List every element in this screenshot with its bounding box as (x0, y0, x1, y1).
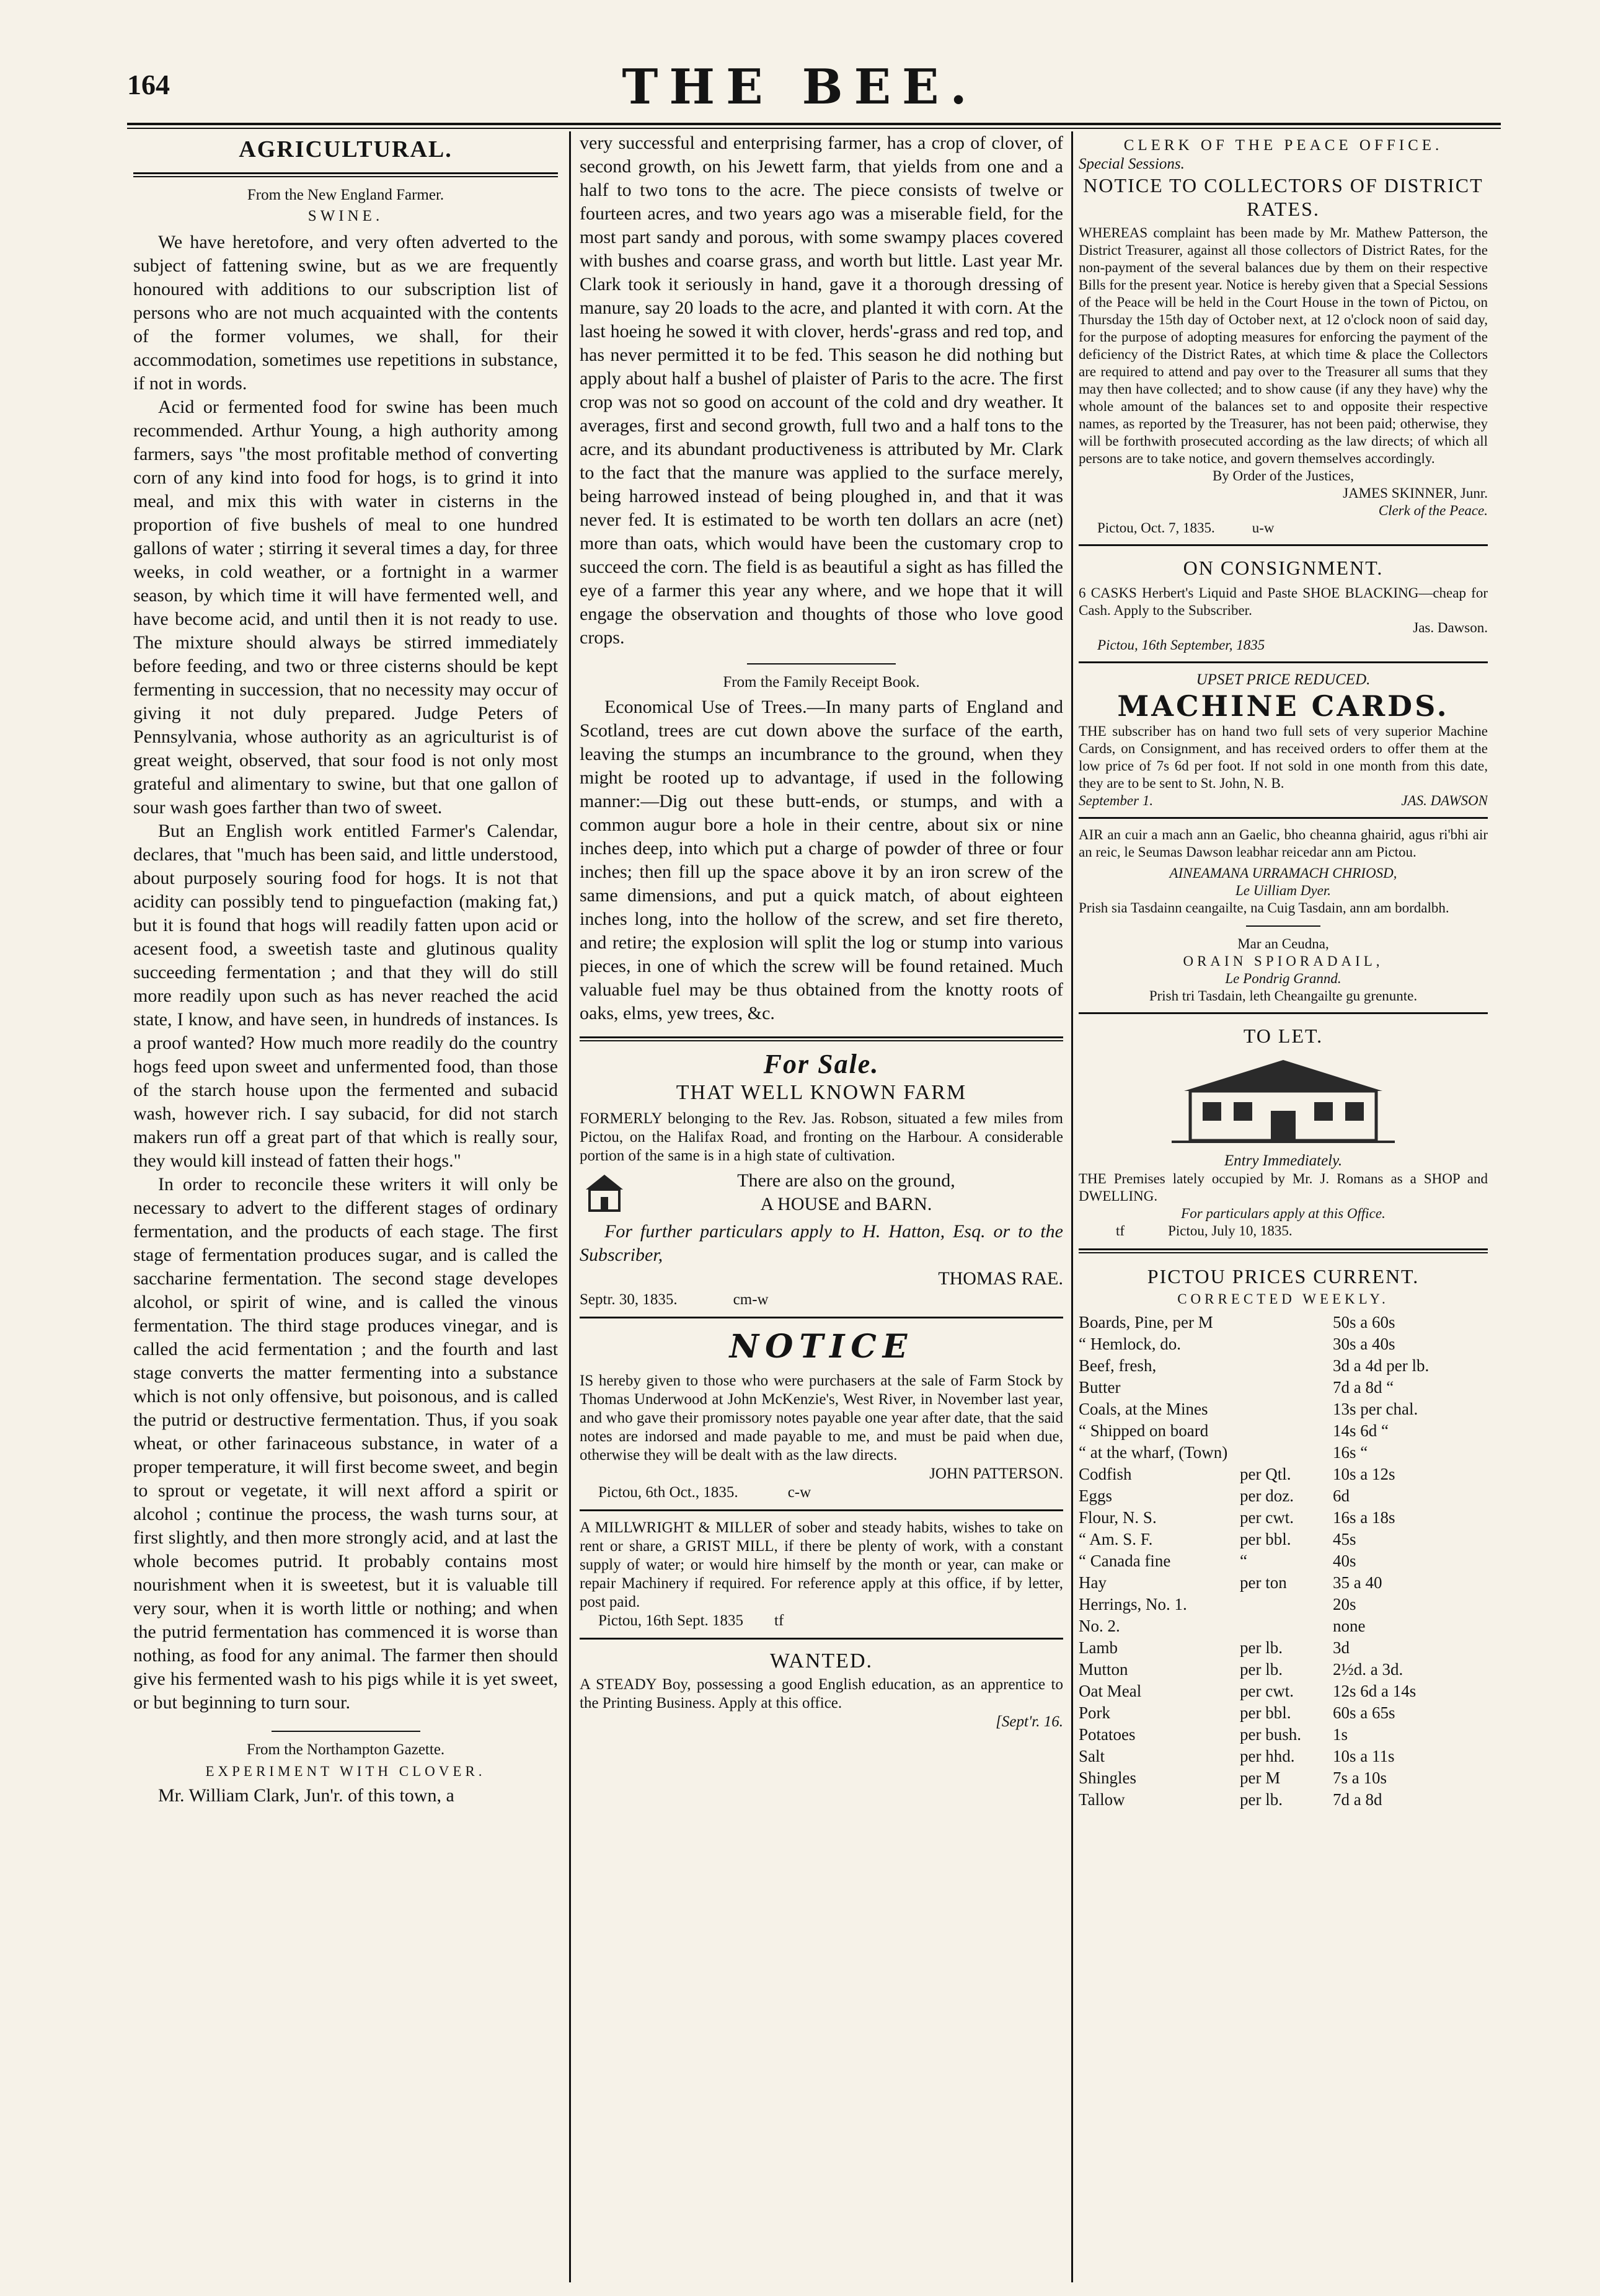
price-value: 60s a 65s (1333, 1703, 1395, 1722)
consignment-date: Pictou, 16th September, 1835 (1097, 637, 1265, 653)
price-item: Flour, N. S. (1079, 1508, 1157, 1527)
for-sale-text: FORMERLY belonging to the Rev. Jas. Robson, situated a few miles from Pictou, on the Halifax Road, and fronting on the Harbour. A considerable portion of the same is in a high state of cultivation. (580, 1110, 1063, 1164)
price-value: 3d (1333, 1638, 1350, 1657)
price-value: 35 a 40 (1333, 1573, 1382, 1592)
header-rule (127, 123, 1501, 129)
notice-collectors-code: u-w (1252, 520, 1275, 536)
price-item: Shingles (1079, 1768, 1137, 1787)
machine-cards-signature: JAS. DAWSON (1401, 793, 1488, 808)
gaelic-author-1: Le Uilliam Dyer. (1235, 883, 1331, 898)
for-sale-subheading: THAT WELL KNOWN FARM (676, 1081, 967, 1104)
price-item: “ Hemlock, do. (1079, 1335, 1181, 1353)
price-row (1079, 1529, 1488, 1550)
price-unit (1240, 1594, 1333, 1615)
price-unit: per cwt. (1240, 1508, 1294, 1527)
for-sale-house-barn: A HOUSE and BARN. (760, 1194, 932, 1214)
price-item: “ Am. S. F. (1079, 1530, 1153, 1548)
price-item: Mutton (1079, 1660, 1128, 1679)
price-value: 45s (1333, 1530, 1356, 1548)
price-value: none (1333, 1617, 1366, 1635)
price-unit: per ton (1240, 1573, 1287, 1592)
notice-text: IS hereby given to those who were purchasers at the sale of Farm Stock by Thomas Underwood at John McKenzie's, West River, in November last year, and who gave their promissory notes payable one year after date, that the said notes are indorsed and made payable to me, and must be paid when due, otherwise they will be dealt with as the law directs. (580, 1372, 1063, 1464)
price-row (1079, 1485, 1488, 1507)
gaelic-text: AIR an cuir a mach ann an Gaelic, bho cheanna ghairid, agus ri'bhi air an reic, le Seumas Dawson leabhar reicedar ann am Pictou. (1079, 827, 1488, 860)
column-rule-right (1071, 131, 1073, 2282)
price-item: “ Shipped on board (1079, 1421, 1209, 1440)
divider (1079, 661, 1488, 663)
price-item: Lamb (1079, 1638, 1118, 1657)
clerk-signature: JAMES SKINNER, Junr. (1343, 485, 1488, 501)
notice-collectors-date: Pictou, Oct. 7, 1835. (1097, 520, 1215, 536)
price-value: 16s a 18s (1333, 1508, 1395, 1527)
gaelic-mar: Mar an Ceudna, (1237, 936, 1329, 952)
price-item: Coals, at the Mines (1079, 1400, 1208, 1418)
consignment-text: 6 CASKS Herbert's Liquid and Paste SHOE BLACKING—cheap for Cash. Apply to the Subscriber. (1079, 585, 1488, 618)
consignment-signature: Jas. Dawson. (1413, 620, 1488, 635)
notice-collectors-text: WHEREAS complaint has been made by Mr. Mathew Patterson, the District Treasurer, against all those collectors of District Rates, for the non-payment of the several balances due by them on their respective Bills for the present year. Notice is hereby given that a Special Sessions of the Peace will be held in the Court House in the town of Pictou, on Thursday the 15th day of October next, at 12 o'clock noon of said day, for the purpose of adopting measures for enforcing the payment of the deficiency of the District Rates, at which time & place the Collectors are required to attend and pay over to the Treasurer all sums that they may then have collected; and to show cause (if any they have) why the whole amount of the balances set to and opposite their respective names, as reported by the Treasurer, has not been paid; otherwise, they will be forthwith prosecuted according as the law directs; of which all persons are to take notice, and govern themselves accordingly. (1079, 225, 1488, 466)
for-sale-house-block (580, 1169, 1063, 1216)
price-value: 6d (1333, 1486, 1350, 1505)
price-row (1079, 1420, 1488, 1442)
price-item: Oat Meal (1079, 1682, 1142, 1700)
article-title: SWINE. (307, 208, 384, 224)
price-value: 3d a 4d per lb. (1333, 1356, 1430, 1375)
machine-cards-text: THE subscriber has on hand two full sets of very superior Machine Cards, on Consignment, and has received orders to offer them at the low price of 7s 6d per foot. If not sold in one month from this date, they are to be sent to St. John, N. B. (1079, 723, 1488, 791)
price-value: 7d a 8d “ (1333, 1378, 1394, 1397)
divider (1079, 817, 1488, 819)
page-number: 164 (127, 69, 170, 100)
price-unit: per hhd. (1240, 1747, 1295, 1765)
price-unit: per bbl. (1240, 1703, 1291, 1722)
price-row (1079, 1767, 1488, 1789)
for-sale-heading: For Sale. (763, 1049, 880, 1079)
notice-code: c-w (787, 1484, 811, 1501)
price-row (1079, 1746, 1488, 1767)
millwright-dateline (580, 1612, 1063, 1630)
divider (272, 1731, 420, 1732)
machine-cards-heading: MACHINE CARDS. (1117, 689, 1449, 723)
price-row (1079, 1333, 1488, 1355)
page-header (0, 0, 1600, 124)
wanted-heading: WANTED. (769, 1649, 873, 1672)
divider (580, 1317, 1063, 1318)
prices-subheading: CORRECTED WEEKLY. (1177, 1291, 1389, 1307)
price-unit (1240, 1442, 1333, 1464)
gaelic-title-2: ORAIN SPIORADAIL, (1183, 953, 1384, 969)
notice-heading: NOTICE (729, 1328, 914, 1366)
price-item: “ at the wharf, (Town) (1079, 1443, 1228, 1462)
to-let-heading: TO LET. (1243, 1025, 1324, 1047)
gaelic-title-1: AINEAMANA URRAMACH CHRIOSD, (1169, 865, 1397, 881)
price-item: Butter (1079, 1378, 1121, 1397)
notice-date: Pictou, 6th Oct., 1835. (598, 1484, 738, 1501)
for-sale-particulars: For further particulars apply to H. Hatton, Esq. or to the Subscriber, (580, 1221, 1063, 1265)
price-row (1079, 1659, 1488, 1680)
wanted-text: A STEADY Boy, possessing a good English education, as an apprentice to the Printing Business. Apply at this office. (580, 1676, 1063, 1711)
price-unit (1240, 1615, 1333, 1637)
price-unit: per Qtl. (1240, 1465, 1291, 1483)
special-sessions: Special Sessions. (1079, 156, 1185, 172)
notice-dateline (580, 1483, 1063, 1502)
article-source: From the Northampton Gazette. (246, 1741, 445, 1758)
price-row (1079, 1724, 1488, 1746)
divider (580, 1509, 1063, 1511)
price-value: 13s per chal. (1333, 1400, 1418, 1418)
price-item: Pork (1079, 1703, 1111, 1722)
price-item: No. 2. (1079, 1617, 1120, 1635)
price-unit: per M (1240, 1768, 1281, 1787)
millwright-date: Pictou, 16th Sept. 1835 (598, 1612, 744, 1629)
divider (1079, 544, 1488, 546)
article-paragraph: But an English work entitled Farmer's Calendar, declares, that "much has been said, and little understood, about purposely souring food for hogs. It is not that acidity can possibly tend to pinguefaction (making fat,) but it is found that hogs will readily fatten upon acid or acesent food, a sweetish taste and glutinous quality succeeding fermentation ; and that they will do still more readily upon such as has never reached the acid state, I know, and have seen, in hundreds of instances. Is a proof wanted? How much more readily do the country hogs feed upon sweet and unfermented food, than those of the starch house upon the fermented and subacid wash, however rich. I say subacid, for did not starch makers run off a great part of that which is really sour, they would kill instead of fatten their hogs." (133, 821, 558, 1171)
price-unit (1240, 1355, 1333, 1377)
price-unit: per cwt. (1240, 1682, 1294, 1700)
price-value: 16s “ (1333, 1443, 1368, 1462)
millwright-code: tf (774, 1612, 784, 1629)
price-row (1079, 1680, 1488, 1702)
article-paragraph: We have heretofore, and very often adverted to the subject of fattening swine, but as we are frequently honoured with additions to our subscription list of persons who are not much acquainted with the contents of the former volumes, we shall, for their accommodation, sometimes use repetitions in substance, if not in words. (133, 232, 558, 394)
price-row (1079, 1398, 1488, 1420)
price-row (1079, 1702, 1488, 1724)
price-item: Salt (1079, 1747, 1105, 1765)
price-unit (1240, 1420, 1333, 1442)
masthead: THE BEE. (622, 59, 978, 115)
price-value: 10s a 12s (1333, 1465, 1395, 1483)
gaelic-price-2: Prish tri Tasdain, leth Cheangailte gu grenunte. (1149, 988, 1418, 1004)
notice-collectors-dateline (1079, 519, 1488, 537)
gaelic-author-2: Le Pondrig Grannd. (1225, 971, 1341, 986)
price-row (1079, 1594, 1488, 1615)
consignment-heading: ON CONSIGNMENT. (1183, 557, 1384, 579)
to-let-entry: Entry Immediately. (1224, 1152, 1343, 1169)
article-source: From the New England Farmer. (247, 187, 444, 203)
price-row (1079, 1507, 1488, 1529)
price-value: 1s (1333, 1725, 1348, 1744)
price-row (1079, 1377, 1488, 1398)
price-value: 7d a 8d (1333, 1790, 1382, 1809)
price-item: Potatoes (1079, 1725, 1136, 1744)
building-icon (1172, 1054, 1395, 1147)
machine-cards-dateline (1079, 792, 1488, 810)
price-unit: per lb. (1240, 1660, 1283, 1679)
prices-table (1079, 1312, 1488, 1811)
article-paragraph: very successful and enterprising farmer, has a crop of clover, of second growth, on his Jewett farm, that yields from one and a half to two tons to the acre. The piece consists of twelve or fourteen acres, and two years ago was a miserable field, for the most part sandy and porous, with some swampy places covered with bushes and coarse grass, and worth but little. Last year Mr. Clark took it seriously in hand, gave it a thorough dressing of manure, say 20 loads to the acre, and planted it with corn. At the last hoeing he sowed it with clover, herds'-grass and red top, and has never permitted it to be fed. This season he did nothing but apply about half a bushel of plaister of Paris to the acre. The first crop was not so good on account of the cold and dry weather. It averages, first and second growth, full two and a half tons to the acre, and its abundant productiveness is attributed by Mr. Clark to the fact that the manure was applied to the surface merely, being harrowed instead of being ploughed in, and that it was never fed. It is estimated to be worth ten dollars an acre (net) more than oats, which would have been the customary crop to succeed the corn. The field is as beautiful a sight as has filled the eye of a farmer this year any where, and we hope that it will engage the observation and thoughts of those who love good crops. (580, 133, 1063, 648)
price-item: “ Canada fine (1079, 1552, 1171, 1570)
price-unit: per bbl. (1240, 1530, 1291, 1548)
column-right (1079, 131, 1488, 2282)
divider (747, 663, 896, 665)
price-unit: per lb. (1240, 1638, 1283, 1657)
price-item: Hay (1079, 1573, 1107, 1592)
price-unit (1240, 1333, 1333, 1355)
for-sale-signature: THOMAS RAE. (938, 1268, 1063, 1289)
price-item: Codfish (1079, 1465, 1132, 1483)
for-sale-dateline (580, 1291, 1063, 1309)
price-row (1079, 1312, 1488, 1333)
notice-signature: JOHN PATTERSON. (929, 1465, 1063, 1482)
price-unit (1240, 1377, 1333, 1398)
price-value: 50s a 60s (1333, 1313, 1395, 1331)
by-order: By Order of the Justices, (1212, 468, 1355, 483)
to-let-dateline (1079, 1222, 1488, 1240)
to-let-date: Pictou, July 10, 1835. (1168, 1223, 1293, 1239)
divider (1079, 1012, 1488, 1014)
price-value: 20s (1333, 1595, 1356, 1614)
divider (1246, 925, 1320, 927)
price-unit: per doz. (1240, 1486, 1294, 1505)
article-paragraph: Economical Use of Trees.—In many parts of England and Scotland, trees are cut down above the surface of the earth, leaving the stumps an incumbrance to the ground, when they might be rooted up to advantage, if used in the following manner:—Dig out these butt-ends, or stumps, and with a common augur bore a hole in their centre, about six or nine inches deep, into which put a charge of powder of three or four inches; then fill up the space above it by an iron screw of the same dimensions, and put a quick match, of about eighteen inches long, into the hollow of the screw, and set fire thereto, and retire; the explosion will split the log or stump into various pieces, in one of which the screw will be found retained. Much valuable fuel may be thus obtained from the knotty roots of oaks, elms, yew trees, &c. (580, 697, 1063, 1023)
wanted-date: [Sept'r. 16. (996, 1713, 1063, 1730)
to-let-particulars: For particulars apply at this Office. (1181, 1206, 1386, 1221)
price-item: Beef, fresh, (1079, 1356, 1157, 1375)
for-sale-code: cm-w (733, 1291, 769, 1308)
price-unit: per bush. (1240, 1725, 1301, 1744)
price-unit (1240, 1398, 1333, 1420)
to-let-code: tf (1116, 1223, 1125, 1239)
price-row (1079, 1442, 1488, 1464)
section-title: AGRICULTURAL. (239, 136, 453, 162)
price-unit (1240, 1312, 1333, 1333)
price-row (1079, 1550, 1488, 1572)
article-paragraph: Acid or fermented food for swine has been much recommended. Arthur Young, a high authority among farmers, says "the most profitable method of converting corn of any kind into food for hogs, is to grind it into meal, and mix this with water in cisterns in the proportion of five bushels of meal to one hundred gallons of water ; stirring it several times a day, for three weeks, in cold weather, or a fortnight in a warmer season, by which time it will have fermented well, and have become acid, and until then it is not ready to use. The mixture should always be stirred immediately before feeding, and two or three cisterns should be kept fermenting in succession, that no necessity may occur of giving it not duly prepared. Judge Peters of Pennsylvania, whose authority as an agriculturist is of great weight, observed, that sour food is not only most grateful and alimentary to swine, but that one gallon of sour wash goes farther than two of sweet. (133, 397, 558, 818)
to-let-text: THE Premises lately occupied by Mr. J. Romans as a SHOP and DWELLING. (1079, 1171, 1488, 1204)
divider (1079, 1248, 1488, 1253)
house-icon (580, 1171, 629, 1214)
for-sale-date: Septr. 30, 1835. (580, 1291, 678, 1308)
article-paragraph: Mr. William Clark, Jun'r. of this town, a (158, 1785, 454, 1806)
millwright-text: A MILLWRIGHT & MILLER of sober and steady habits, wishes to take on rent or share, a GRIST MILL, if there be plenty of work, with a constant supply of water; or would hire himself by the month or year, can make or repair Machinery if required. For reference apply at this office, if by letter, post paid. (580, 1519, 1063, 1610)
article-title: EXPERIMENT WITH CLOVER. (205, 1764, 486, 1779)
column-left (133, 131, 558, 2282)
price-value: 30s a 40s (1333, 1335, 1395, 1353)
divider (133, 172, 558, 177)
price-item: Eggs (1079, 1486, 1112, 1505)
price-row (1079, 1572, 1488, 1594)
price-value: 14s 6d “ (1333, 1421, 1389, 1440)
price-row (1079, 1355, 1488, 1377)
price-value: 40s (1333, 1552, 1356, 1570)
price-value: 10s a 11s (1333, 1747, 1395, 1765)
clerk-signature-title: Clerk of the Peace. (1378, 503, 1488, 518)
divider (580, 1638, 1063, 1640)
prices-heading: PICTOU PRICES CURRENT. (1147, 1265, 1420, 1287)
price-value: 7s a 10s (1333, 1768, 1387, 1787)
price-value: 12s 6d a 14s (1333, 1682, 1417, 1700)
price-unit: per lb. (1240, 1790, 1283, 1809)
article-paragraph: In order to reconcile these writers it will only be necessary to advert to the different stages of ordinary fermentation, and the products of each stage. The first stage of fermentation produces sugar, and is called the saccharine fermentation. The second stage developes alcohol, or spirit of wine, and is called the vinous fermentation. The third stage produces vinegar, and is called the acid fermentation ; and the fourth and last stage converts the matter fermenting into a substance which is not only offensive, but poisonous, and is called the putrid or destructive fermentation. Thus, if you soak wheat, or other farinaceous substance, in water of a proper temperature, it will first become sweet, and begin to sprout or vegetate, it will next afford a spirit or alcohol ; continue the process, the wash turns sour, at first slightly, and then more strongly acid, and at last the whole becomes putrid. It probably contains most nourishment when it is sweetest, but it is valuable till very sour, when it is worth little or nothing; and when the putrid fermentation has commenced it is worse than nothing, as food for any animal. The farmer then should give his fermented wash to his pigs while it is yet sweet, or but beginning to turn sour. (133, 1174, 558, 1713)
price-item: Boards, Pine, per M (1079, 1313, 1213, 1331)
for-sale-also: There are also on the ground, (737, 1170, 955, 1191)
clerk-heading: CLERK OF THE PEACE OFFICE. (1123, 137, 1443, 154)
divider (580, 1036, 1063, 1041)
price-item: Tallow (1079, 1790, 1125, 1809)
price-value: 2½d. a 3d. (1333, 1660, 1403, 1679)
column-middle (580, 131, 1063, 2282)
column-rule-left (569, 131, 571, 2282)
price-row (1079, 1637, 1488, 1659)
machine-cards-date: September 1. (1079, 793, 1154, 808)
article-source: From the Family Receipt Book. (723, 674, 920, 691)
price-row (1079, 1464, 1488, 1485)
price-row (1079, 1789, 1488, 1811)
upset-price: UPSET PRICE REDUCED. (1196, 671, 1371, 688)
price-item: Herrings, No. 1. (1079, 1595, 1187, 1614)
notice-collectors-title: NOTICE TO COLLECTORS OF DISTRICT RATES. (1083, 174, 1483, 220)
price-row (1079, 1615, 1488, 1637)
gaelic-price-1: Prish sia Tasdainn ceangailte, na Cuig Tasdain, ann am bordalbh. (1079, 900, 1449, 916)
price-unit: “ (1240, 1552, 1247, 1570)
